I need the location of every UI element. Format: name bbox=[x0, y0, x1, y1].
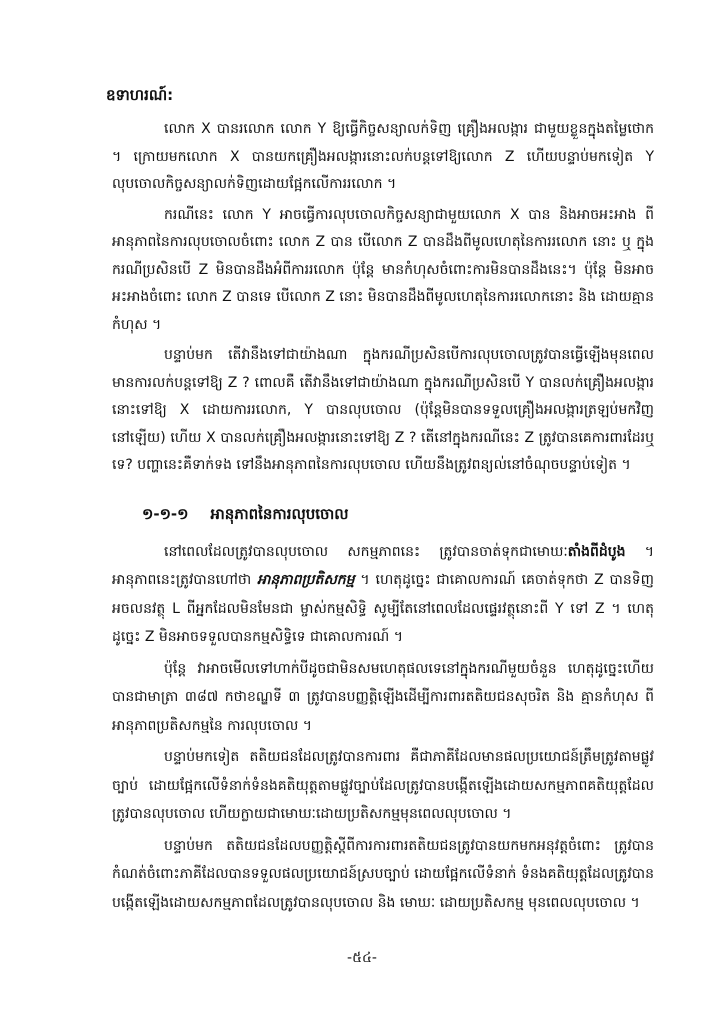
section-paragraph-4: បន្ទាប់មក តតិយជនដែលបញ្ញត្តិស្តីពីការការពារតតិយជនត្រូវបានយកមកអនុវត្តចំពោះ ត្រូវបានកំណត់ចំពោះភាគីដែលបានទទួលផលប្រយោជន៍ស្របច្បាប់ ដោយផ្អែកលើទំនាក់ ទំនងគតិយុត្តដែលត្រូវបានបង្កើតឡើងដោយសកម្មភាពដែលត្រូវបានលុបចោល និង មោឃៈ ដោយប្រតិសកម្ម មុនពេលលុបចោល ។ bbox=[112, 837, 654, 911]
section-paragraph-3: បន្ទាប់មកទៀត តតិយជនដែលត្រូវបានការពារ គឺជាភាគីដែលមានផលប្រយោជន៍ត្រឹមត្រូវតាមផ្លូវច្បាប់ ដោយផ្អែកលើទំនាក់ទំនងគតិយុត្តតាមផ្លូវច្បាប់ដែលត្រូវបានបង្កើតឡើងដោយសកម្មភាពគតិយុត្តដែលត្រូវបានលុបចោល ហើយក្លាយជាមោឃៈដោយប្រតិសកម្មមុនពេលលុបចោល ។ bbox=[112, 749, 654, 822]
section-number: ១-១-១ bbox=[142, 504, 189, 523]
section-title: អានុភាពនៃការលុបចោល bbox=[210, 504, 349, 523]
section-paragraph-2: ប៉ុន្តែ វាអាចមើលទៅហាក់បីដូចជាមិនសមហេតុផលទេនៅក្នុងករណីមួយចំនួន ហេតុដូច្នេះហើយ បានជាមាត្រា ៣៨៧ កថាខណ្ឌទី ៣ ត្រូវបានបញ្ញត្តិឡើងដើម្បីការពារតតិយជនសុចរិត និង គ្មានកំហុស ពីអានុភាពប្រតិសកម្មនៃ ការលុបចោល ។ bbox=[112, 660, 654, 734]
section-paragraph-1-middle: ។ អានុភាពនេះត្រូវបានហៅថា bbox=[112, 543, 654, 588]
page-number: -៥៤- bbox=[347, 950, 377, 966]
emphasis-retroactive-effect: អានុភាពប្រតិសកម្ម bbox=[257, 572, 355, 588]
emphasis-from-beginning: តាំងពីដំបូង bbox=[567, 543, 626, 560]
section-paragraph-1 bbox=[112, 538, 654, 652]
example-heading: ឧទាហរណ៍: bbox=[106, 86, 174, 104]
paragraph-1: លោក X បានរលោក លោក Y ឱ្យធ្វើកិច្ចសន្យាលក់ទិញ គ្រឿងអលង្ការ ជាមួយខ្លួនក្នុងតម្លៃថោក ។ ក្រោយមកលោក X បានយកគ្រឿងអលង្ការនោះលក់បន្តទៅឱ្យលោក Z ហើយបន្ទាប់មកទៀត Y លុបចោលកិច្ចសន្យាលក់ទិញដោយផ្អែកលើការរលោក ។ bbox=[112, 121, 654, 192]
section-paragraph-1-end: ។ ហេតុដូច្នេះ ជាគោលការណ៍ គេចាត់ទុកថា Z បានទិញអចលនវត្ថុ L ពីអ្នកដែលមិនមែនជា ម្ចាស់កម្មសិទ្ធិ សូម្បីតែនៅពេលដែលផ្ទេរវត្ថុនោះពី Y ទៅ Z ។ ហេតុដូច្នេះ Z មិនអាចទទួលបានកម្មសិទ្ធិទេ ជាគោលការណ៍ ។ bbox=[112, 572, 654, 645]
paragraph-2: ករណីនេះ លោក Y អាចធ្វើការលុបចោលកិច្ចសន្យាជាមួយលោក X បាន និងអាចអះអាង ពីអានុភាពនៃការលុបចោលចំពោះ លោក Z បាន បើលោក Z បានដឹងពីមូលហេតុនៃការរលោក នោះ ឬ ក្នុងករណីប្រសិនបើ Z មិនបានដឹងអំពីការរលោក ប៉ុន្តែ មានកំហុសចំពោះការមិនបានដឹងនេះ។ ប៉ុន្តែ មិនអាច អះអាងចំពោះ លោក Z បានទេ បើលោក Z នោះ មិនបានដឹងពីមូលហេតុនៃការរលោកនោះ និង ដោយគ្មានកំហុស ។ bbox=[112, 206, 654, 333]
paragraph-3: បន្ទាប់មក តើវានឹងទៅជាយ៉ាងណា ក្នុងករណីប្រសិនបើការលុបចោលត្រូវបានធ្វើឡើងមុនពេលមានការលក់បន្តទៅឱ្យ Z ? ពោលគឺ តើវានឹងទៅជាយ៉ាងណា ក្នុងករណីប្រសិនបើ Y បានលក់គ្រឿងអលង្ការនោះទៅឱ្យ X ដោយការរលោក, Y បានលុបចោល (ប៉ុន្តែមិនបានទទួលគ្រឿងអលង្ការត្រឡប់មកវិញនៅឡើយ) ហើយ X បានលក់គ្រឿងអលង្ការនោះទៅឱ្យ Z ? តើនៅក្នុងករណីនេះ Z ត្រូវបានគេការពារដែរឬទេ? បញ្ហានេះគឺទាក់ទង ទៅនឹងអានុភាពនៃការលុបចោល ហើយនឹងត្រូវពន្យល់នៅចំណុចបន្ទាប់ទៀត ។ bbox=[112, 347, 654, 473]
section-paragraph-1-start: នៅពេលដែលត្រូវបានលុបចោល សកម្មភាពនេះ ត្រូវបានចាត់ទុកជាមោឃៈ bbox=[164, 543, 568, 560]
section-heading bbox=[142, 502, 654, 526]
